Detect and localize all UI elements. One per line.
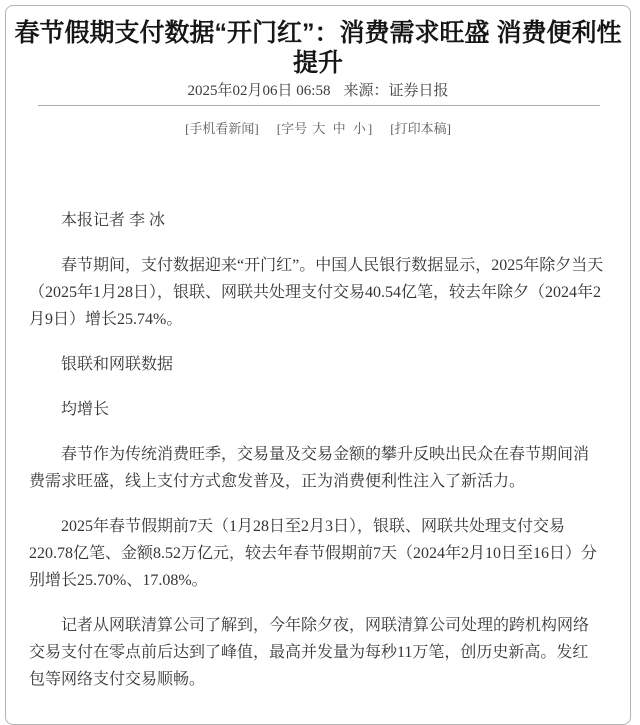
article-paragraph: 银联和网联数据 xyxy=(61,356,174,373)
font-size-medium-link[interactable]: 中 xyxy=(332,121,346,136)
font-size-large-link[interactable]: 大 xyxy=(312,121,326,136)
article-paragraph-reporter: 本报记者 李 冰 xyxy=(61,212,166,229)
page-title: 春节假期支付数据“开门红”：消费需求旺盛 消费便利性提升 xyxy=(14,19,622,77)
article-meta xyxy=(6,83,630,100)
font-size-control xyxy=(277,121,372,136)
divider xyxy=(38,105,600,106)
article-paragraph: 春节期间，支付数据迎来“开门红”。中国人民银行数据显示，2025年除夕当天（2025年1月28日），银联、网联共处理支付交易40.54亿笔，较去年除夕（2024年2月9日）增长25.74%。 xyxy=(29,257,604,328)
article-source: 来源：证券日报 xyxy=(343,83,449,99)
font-size-label-close: ] xyxy=(367,121,373,136)
article-paragraph: 均增长 xyxy=(61,401,110,418)
article-toolbar xyxy=(6,120,630,138)
article-paragraph: 2025年春节假期前7天（1月28日至2月3日），银联、网联共处理支付交易220.78亿笔、金额8.52万亿元，较去年春节假期前7天（2024年2月10日至16日）分别增长25.70%、17.08%。 xyxy=(29,518,598,589)
article-date: 2025年02月06日 06:58 xyxy=(187,83,331,99)
article-body xyxy=(6,138,630,693)
print-link[interactable]: [打印本稿] xyxy=(390,121,451,136)
article-paragraph: 记者从网联清算公司了解到，今年除夕夜，网联清算公司处理的跨机构网络交易支付在零点前后达到了峰值，最高并发量为每秒11万笔，创历史新高。发红包等网络支付交易顺畅。 xyxy=(29,617,590,688)
article-paragraph: 春节作为传统消费旺季，交易量及交易金额的攀升反映出民众在春节期间消费需求旺盛，线上支付方式愈发普及，正为消费便利性注入了新活力。 xyxy=(29,446,590,490)
font-size-label: [字号 xyxy=(276,121,308,136)
article-card xyxy=(5,5,631,725)
font-size-small-link[interactable]: 小 xyxy=(352,121,366,136)
mobile-news-link[interactable]: [手机看新闻] xyxy=(185,121,259,136)
